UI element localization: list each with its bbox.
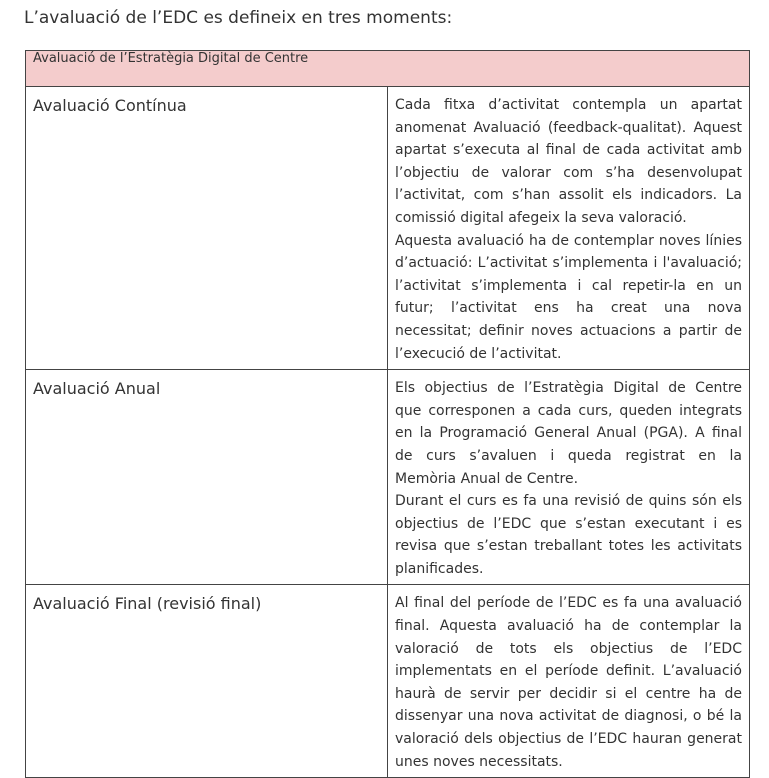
row-content-anual bbox=[388, 370, 750, 585]
row-content-final bbox=[388, 585, 750, 778]
row-label-final: Avaluació Final (revisió final) bbox=[26, 585, 388, 778]
table-row bbox=[26, 370, 750, 585]
intro-text: L’avaluació de l’EDC es defineix en tres moments: bbox=[24, 8, 453, 28]
row-content-continua bbox=[388, 87, 750, 370]
row-label-anual: Avaluació Anual bbox=[26, 370, 388, 585]
evaluation-table bbox=[25, 50, 750, 778]
content-paragraph: Durant el curs es fa una revisió de quins són els objectius de l’EDC que s’estan executant i es revisa que s’estan treballant totes les activitats planificades. bbox=[395, 493, 742, 577]
table-header-row bbox=[26, 51, 750, 87]
content-paragraph: Al final del període de l’EDC es fa una avaluació final. Aquesta avaluació ha de contemplar la valoració de tots els objectius de l’EDC implementats en el període definit. L’avaluació haurà de servir per decidir si el centre ha de dissenyar una nova activitat de diagnosi, o bé la valoració dels objectius de l’EDC hauran generat unes noves necessitats. bbox=[395, 595, 742, 770]
table-row bbox=[26, 585, 750, 778]
content-paragraph: Aquesta avaluació ha de contemplar noves línies d’actuació: L’activitat s’implementa i l'avaluació; l’activitat s’implementa i cal repetir-la en un futur; l’activitat ens ha creat una nova necessitat; definir noves actuacions a partir de l’execució de l’activitat. bbox=[395, 232, 742, 362]
content-paragraph: Cada fitxa d’activitat contempla un apartat anomenat Avaluació (feedback-qualitat). Aquest apartat s’executa al final de cada activitat amb l’objectiu de valorar com s’ha desenvolupat l’activitat, com s’han assolit els indicadors. La comissió digital afegeix la seva valoració. bbox=[395, 97, 742, 226]
content-paragraph: Els objectius de l’Estratègia Digital de Centre que corresponen a cada curs, queden integrats en la Programació General Anual (PGA). A final de curs s’avaluen i queda registrat en la Memòria Anual de Centre. bbox=[395, 380, 742, 487]
row-label-continua: Avaluació Contínua bbox=[26, 87, 388, 370]
table-header: Avaluació de l’Estratègia Digital de Centre bbox=[26, 51, 750, 87]
table-row bbox=[26, 87, 750, 370]
